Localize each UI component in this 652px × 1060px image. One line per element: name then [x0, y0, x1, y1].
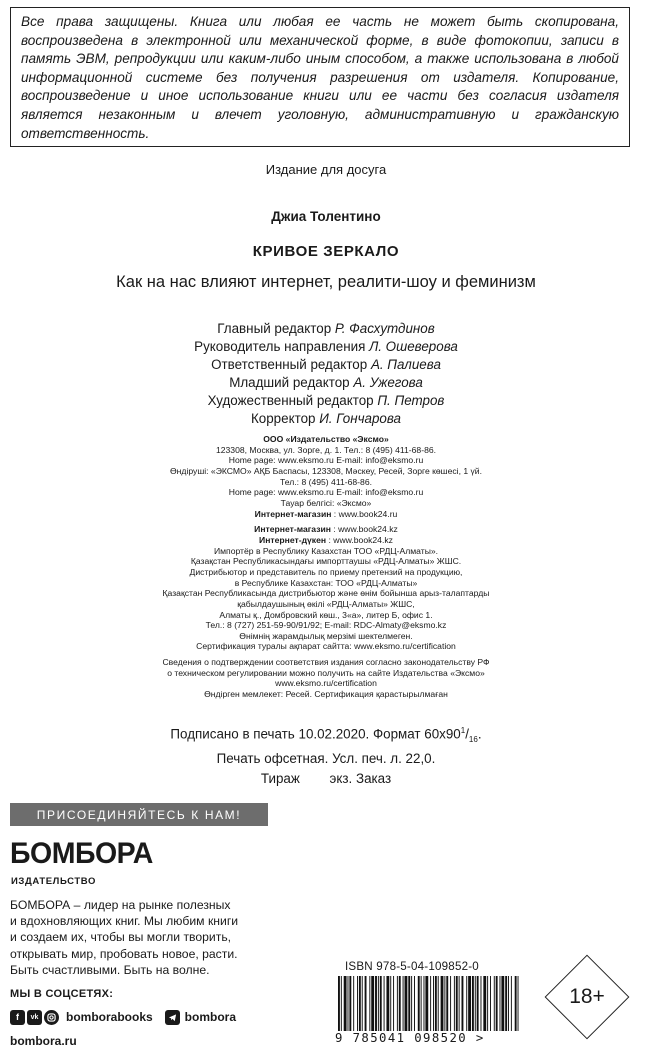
barcode-bar [408, 976, 410, 1036]
barcode-bar [454, 976, 455, 1036]
barcode-bar [384, 976, 385, 1036]
imprint-line: Интернет-магазин : www.book24.ru [254, 508, 398, 519]
barcode-bar [477, 976, 479, 1036]
barcode-bar [462, 976, 464, 1036]
barcode-bar [405, 976, 408, 1036]
barcode-bar [438, 976, 439, 1036]
about-line: открывать мир, пробовать новое, расти. [10, 946, 238, 961]
barcode-bar [418, 976, 420, 1036]
barcode-bar [403, 976, 404, 1036]
print-circulation: Тираж экз. Заказ [260, 770, 392, 786]
barcode-bar [518, 976, 519, 1036]
barcode-bar [481, 976, 482, 1036]
imprint-line: Өнімнің жарамдылық мерзімі шектелмеген. [239, 630, 413, 641]
imprint-line: о техническом регулировании можно получить на сайте Издательства «Эксмо» [167, 667, 485, 678]
print-signed: Подписано в печать 10.02.2020. Формат $60x90^1/_{16}$. [170, 726, 482, 745]
barcode-bar [424, 976, 425, 1036]
barcode-bar [375, 976, 377, 1036]
imprint-line: Тел.: 8 (727) 251-59-90/91/92; E-mail: RDC-Almaty@eksmo.kz [205, 620, 447, 631]
editorial-staff [0, 320, 652, 429]
publisher-name: ООО «Издательство «Эксмо» [263, 434, 389, 444]
social-handle-books[interactable]: bomborabooks [66, 1010, 153, 1024]
barcode-bar [390, 976, 391, 1036]
imprint-line: Алматы қ., Домбровский көш., 3«а», литер Б, офис 1. [219, 609, 433, 620]
book-author: Джиа Толентино [271, 209, 381, 224]
social-handle-main[interactable]: bombora [184, 1010, 237, 1024]
barcode-bar [425, 976, 428, 1036]
barcode-bar [500, 976, 501, 1036]
facebook-icon[interactable]: f [10, 1010, 25, 1025]
barcode-bar [487, 976, 488, 1036]
publisher-logo: БОМБОРА [10, 837, 153, 870]
barcode-bar [371, 976, 374, 1036]
barcode-bar [362, 976, 363, 1036]
barcode-bar [496, 976, 498, 1036]
barcode-bar [365, 976, 367, 1036]
barcode-bar [466, 976, 467, 1036]
publisher-imprint [0, 434, 652, 700]
barcode-bar [349, 976, 351, 1036]
staff-line: Художественный редактор П. Петров [207, 393, 445, 409]
barcode-bar [430, 976, 431, 1036]
edition-type: Издание для досуга [265, 162, 387, 177]
imprint-line: в Республике Казахстан: ТОО «РДЦ-Алматы» [234, 577, 418, 588]
barcode-digits: 9 785041 098520 > [333, 1031, 527, 1045]
instagram-icon[interactable] [44, 1010, 59, 1025]
barcode-bar [357, 976, 358, 1036]
barcode-bar [369, 976, 370, 1036]
barcode-bar [359, 976, 361, 1036]
barcode-bar [399, 976, 401, 1036]
imprint-line: Интернет-магазин : www.book24.kz [254, 524, 398, 535]
barcode-bar [490, 976, 491, 1036]
copyright-notice-box [10, 7, 630, 147]
social-title: МЫ В СОЦСЕТЯХ: [10, 988, 114, 1000]
barcode-bar [380, 976, 382, 1036]
publisher-about [10, 897, 280, 978]
imprint-line: Өндіруші: «ЭКСМО» АҚБ Баспасы, 123308, Мәскеу, Ресей, Зорге көшесі, 1 үй. [170, 465, 482, 476]
barcode-bar [468, 976, 471, 1036]
print-offset: Печать офсетная. Усл. печ. л. 22,0. [216, 751, 436, 767]
print-info [0, 721, 652, 788]
imprint-line: Сертификация туралы ақпарат сайтта: www.eksmo.ru/certification [196, 641, 456, 652]
staff-line: Младший редактор А. Ужегова [229, 375, 423, 391]
staff-line: Ответственный редактор А. Палиева [211, 357, 441, 373]
social-links [10, 1008, 248, 1026]
barcode-bar [459, 976, 460, 1036]
imprint-line: 123308, Москва, ул. Зорге, д. 1. Тел.: 8 (495) 411-68-86. [215, 444, 437, 455]
barcode-bar [501, 976, 504, 1036]
imprint-line: Импортёр в Республику Казахстан ТОО «РДЦ-Алматы». [213, 545, 439, 556]
barcode-bar [353, 976, 354, 1036]
barcode-bar [456, 976, 458, 1036]
publisher-logo-subtitle: ИЗДАТЕЛЬСТВО [11, 876, 96, 887]
imprint-line: Дистрибьютор и представитель по приему претензий на продукцию, [189, 566, 463, 577]
about-line: и создаем их, чтобы вы могли творить, [10, 930, 232, 945]
isbn-barcode [336, 976, 520, 1036]
staff-line: Корректор И. Гончарова [250, 411, 401, 427]
barcode-bar [397, 976, 398, 1036]
barcode-bar [450, 976, 451, 1036]
book-title: КРИВОЕ ЗЕРКАЛО [252, 243, 400, 260]
barcode-bar [494, 976, 495, 1036]
isbn: ISBN 978-5-04-109852-0 [345, 960, 479, 973]
join-us-banner: ПРИСОЕДИНЯЙТЕСЬ К НАМ! [10, 803, 268, 826]
imprint-line: Home page: www.eksmo.ru E-mail: info@eksmo.ru [228, 455, 424, 466]
barcode-bar [341, 976, 342, 1036]
barcode-bar [475, 976, 476, 1036]
barcode-bar [505, 976, 507, 1036]
staff-line: Руководитель направления Л. Ошеверова [194, 339, 458, 355]
barcode-bar [433, 976, 434, 1036]
imprint-line: Қазақстан Республикасындағы импорттаушы «РДЦ-Алматы» ЖШС. [190, 556, 462, 567]
imprint-line: Қазақстан Республикасында дистрибьютор және өнім бойынша арыз-талаптарды [162, 588, 490, 599]
barcode-bar [378, 976, 379, 1036]
staff-line: Главный редактор Р. Фасхутдинов [217, 321, 435, 336]
barcode-bar [483, 976, 486, 1036]
imprint-line: Интернет-дүкен : www.book24.kz [259, 534, 393, 545]
barcode-bar [414, 976, 415, 1036]
imprint-line: Home page: www.eksmo.ru E-mail: info@eksmo.ru [228, 487, 424, 498]
barcode-bar [435, 976, 437, 1036]
age-rating-badge [545, 955, 629, 1039]
about-line: Быть счастливыми. Быть на волне. [10, 962, 210, 977]
imprint-line: Тауар белгісі: «Эксмо» [280, 497, 372, 508]
barcode-bar [441, 976, 444, 1036]
barcode-bar [348, 976, 349, 1036]
barcode-bar [472, 976, 474, 1036]
imprint-line: Өндірген мемлекет: Ресей. Сертификация қарастырылмаған [204, 689, 448, 700]
barcode-bar [344, 976, 347, 1036]
barcode-bar [386, 976, 389, 1036]
imprint-line: Сведения о подтверждении соответствия издания согласно законодательству РФ [162, 657, 490, 668]
barcode-bar [446, 976, 448, 1036]
imprint-line: www.eksmo.ru/certification [275, 678, 377, 689]
copyright-notice: Все права защищены. Книга или любая ее часть не может быть скопирована, воспроизведена в электронной или механической форме, в виде фотокопии, записи в память ЭВМ, репродукции или каким-либо иным способом, а также использована в любой информационной системе без получения разрешения от издателя. Копирование, воспроизведение и иное использование книги или ее части без согласия издателя является незаконным и влечет уголовную, административную и гражданскую ответственность. [21, 14, 619, 141]
imprint-line: Тел.: 8 (495) 411-68-86. [280, 476, 372, 487]
barcode-bar [444, 976, 445, 1036]
book-subtitle: Как на нас влияют интернет, реалити-шоу и феминизм [116, 273, 536, 291]
barcode-bar [393, 976, 394, 1036]
barcode-bar [508, 976, 509, 1036]
barcode-bar [338, 976, 340, 1036]
website-link[interactable]: bombora.ru [10, 1034, 77, 1048]
about-line: и вдохновляющих книг. Мы любим книги [10, 914, 239, 929]
vk-icon[interactable]: vk [27, 1010, 42, 1025]
telegram-icon[interactable] [165, 1010, 180, 1025]
barcode-bar [515, 976, 517, 1036]
imprint-line: қабылдаушының өкілі «РДЦ-Алматы» ЖШС, [237, 598, 415, 609]
barcode-bar [511, 976, 512, 1036]
barcode-bar [421, 976, 422, 1036]
barcode-bar [411, 976, 412, 1036]
age-rating-text: 18+ [569, 985, 605, 1008]
about-line: БОМБОРА – лидер на рынке полезных [10, 898, 231, 912]
